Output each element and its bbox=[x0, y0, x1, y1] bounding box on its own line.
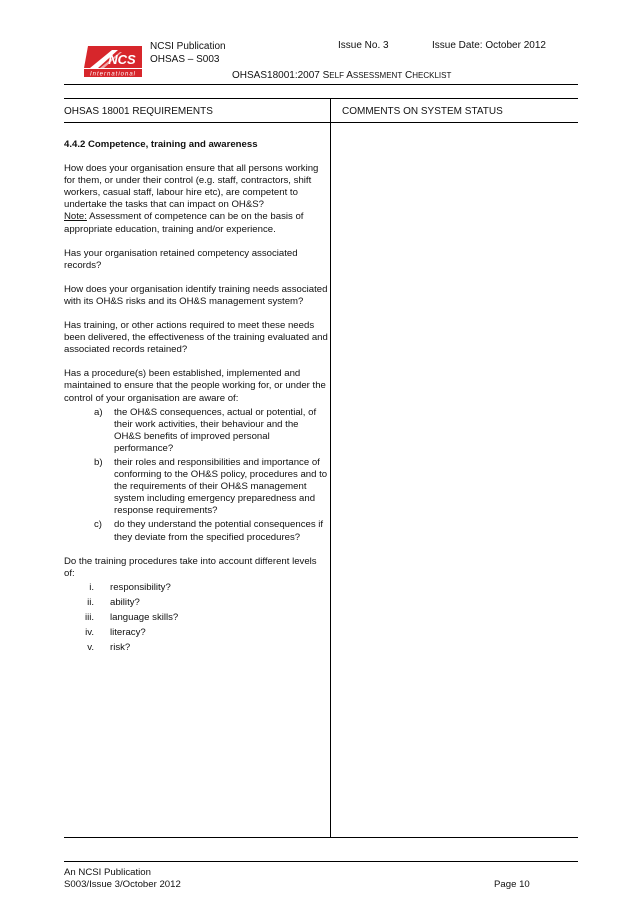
footer-line-1: An NCSI Publication bbox=[64, 867, 151, 878]
awareness-list bbox=[64, 407, 328, 544]
logo-text: NCS bbox=[108, 52, 136, 67]
requirements-cell bbox=[64, 139, 328, 657]
issue-number: Issue No. 3 bbox=[338, 40, 389, 51]
list-marker: b) bbox=[94, 456, 103, 468]
list-marker: iv. bbox=[85, 627, 94, 639]
requirements-column-header: OHSAS 18001 REQUIREMENTS bbox=[64, 106, 213, 117]
list-item bbox=[64, 457, 328, 517]
note-text: Assessment of competence can be on the basis of appropriate education, training and/or experience. bbox=[64, 211, 304, 235]
list-item-text: do they understand the potential consequences if they deviate from the specified procedures? bbox=[114, 519, 324, 543]
list-item bbox=[64, 407, 328, 455]
issue-date: Issue Date: October 2012 bbox=[432, 40, 546, 51]
doc-title-part: C bbox=[402, 70, 413, 81]
footer-publication bbox=[64, 867, 181, 891]
list-item-text: responsibility? bbox=[110, 581, 171, 593]
doc-title-part: A bbox=[343, 70, 353, 81]
note bbox=[64, 211, 328, 235]
doc-title-part: HECKLIST bbox=[412, 71, 452, 80]
question-awareness-procedure: Has a procedure(s) been established, implemented and maintained to ensure that the people working for, or under the control of your organisation are aware of: bbox=[64, 368, 326, 404]
list-marker: ii. bbox=[87, 596, 94, 608]
doc-title-part: OHSAS18001:2007 S bbox=[232, 70, 330, 81]
list-marker: a) bbox=[94, 406, 103, 418]
table-top-rule bbox=[64, 98, 578, 99]
list-item bbox=[64, 612, 328, 624]
question-training-levels: Do the training procedures take into account different levels of: bbox=[64, 555, 317, 579]
question-text: How does your organisation ensure that all persons working for them, or under their control (e.g. staff, contractors, shift workers, casual staff, labour hire etc), are competent to undertake the tasks that can impact on OH&S? bbox=[64, 163, 319, 211]
footer-line-2: S003/Issue 3/October 2012 bbox=[64, 879, 181, 890]
publisher-line-1: NCSI Publication bbox=[150, 41, 226, 52]
document-title bbox=[232, 70, 451, 81]
list-item-text: the OH&S consequences, actual or potential, of their work activities, their behaviour and the OH&S benefits of improved personal performance? bbox=[114, 406, 317, 454]
publisher-line-2: OHSAS – S003 bbox=[150, 54, 220, 65]
list-item-text: ability? bbox=[110, 596, 140, 608]
logo-subtext: International bbox=[89, 71, 137, 78]
levels-list bbox=[64, 582, 328, 654]
list-item-text: their roles and responsibilities and importance of conforming to the OH&S policy, procedures and to the requirements of their OH&S management system including emergency preparedness and response requirements? bbox=[114, 456, 328, 517]
list-item bbox=[64, 597, 328, 609]
section-heading: 4.4.2 Competence, training and awareness bbox=[64, 139, 258, 150]
table-bottom-rule bbox=[64, 837, 578, 838]
question-competence bbox=[64, 163, 328, 211]
list-item bbox=[64, 627, 328, 639]
ncs-logo bbox=[82, 42, 144, 80]
table-header-rule bbox=[64, 122, 578, 123]
publisher-info bbox=[150, 40, 226, 66]
note-label: Note: bbox=[64, 211, 87, 223]
list-item bbox=[64, 642, 328, 654]
list-item bbox=[64, 582, 328, 594]
doc-title-part: SSESSMENT bbox=[352, 71, 403, 80]
footer-rule bbox=[64, 861, 578, 862]
list-item-text: risk? bbox=[110, 642, 131, 654]
header-rule bbox=[64, 84, 578, 85]
page-number: Page 10 bbox=[494, 879, 530, 890]
list-marker: iii. bbox=[84, 612, 94, 623]
list-item-text: literacy? bbox=[110, 627, 146, 639]
list-item bbox=[64, 519, 328, 543]
question-training-delivery: Has training, or other actions required to meet these needs been delivered, the effectiveness of the training evaluated and associated records retained? bbox=[64, 320, 328, 356]
list-marker: i. bbox=[89, 581, 94, 593]
doc-title-part: ELF bbox=[329, 71, 344, 80]
list-marker: v. bbox=[87, 642, 94, 654]
question-training-needs: How does your organisation identify training needs associated with its OH&S risks and its OH&S management system? bbox=[64, 283, 328, 307]
question-records: Has your organisation retained competency associated records? bbox=[64, 247, 298, 271]
list-item-text: language skills? bbox=[110, 612, 179, 623]
column-divider bbox=[330, 98, 331, 838]
list-marker: c) bbox=[94, 519, 102, 531]
comments-column-header: COMMENTS ON SYSTEM STATUS bbox=[342, 106, 503, 117]
